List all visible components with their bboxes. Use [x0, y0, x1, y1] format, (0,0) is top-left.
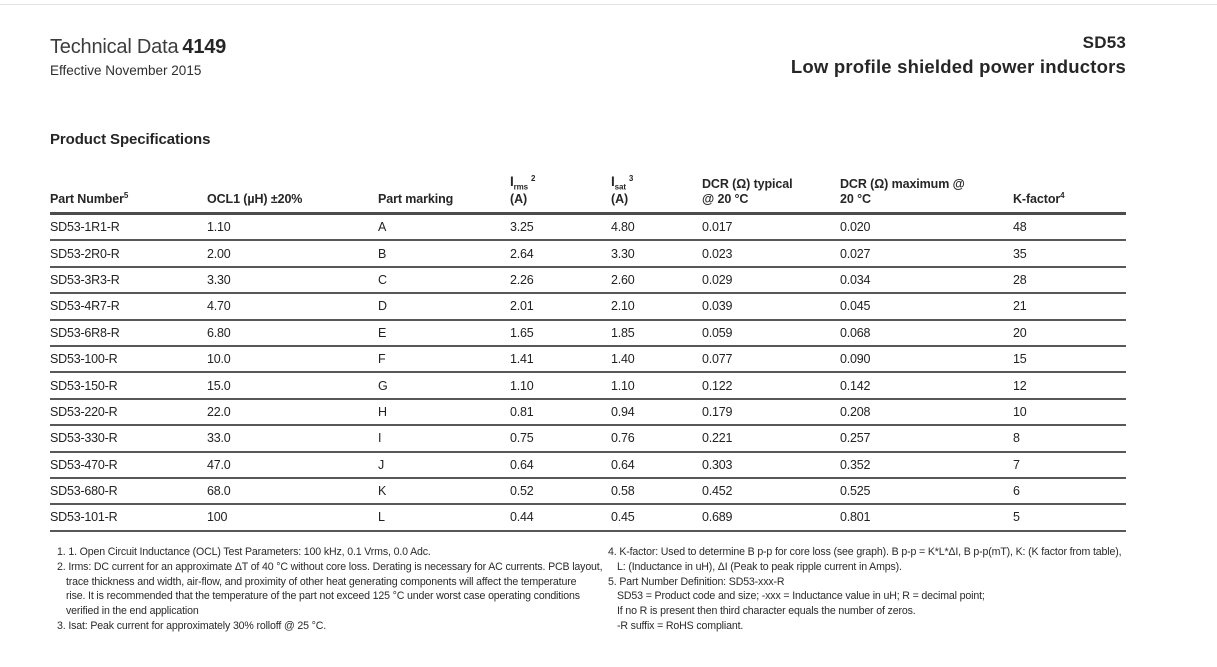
table-cell-isat: 0.76	[611, 431, 635, 446]
table-cell-k: 21	[1013, 299, 1027, 314]
table-cell-dcr_max: 0.352	[840, 457, 871, 472]
table-cell-part_number: SD53-4R7-R	[50, 299, 120, 314]
table-cell-ocl: 33.0	[207, 431, 231, 446]
isat-letter: I	[611, 173, 615, 189]
table-cell-dcr_max: 0.208	[840, 404, 871, 419]
table-cell-dcr_max: 0.027	[840, 246, 871, 261]
table-row	[50, 479, 1126, 505]
table-cell-isat: 1.40	[611, 352, 635, 367]
table-cell-k: 20	[1013, 325, 1027, 340]
column-header-k-factor	[1013, 191, 1126, 207]
table-cell-isat: 1.85	[611, 325, 635, 340]
table-cell-marking: C	[378, 272, 387, 287]
table-cell-dcr_max: 0.068	[840, 325, 871, 340]
column-header-irms	[510, 174, 611, 207]
column-header-dcr-maximum	[840, 177, 1013, 207]
table-row	[50, 347, 1126, 373]
table-cell-irms: 0.44	[510, 510, 534, 525]
table-cell-dcr_typical: 0.059	[702, 325, 733, 340]
document-header-left	[50, 36, 226, 78]
spec-table	[50, 168, 1126, 532]
footnote-line: 2. Irms: DC current for an approximate ΔT of 40 °C without core loss. Derating is necessary for AC currents. PCB layout,	[57, 560, 603, 573]
table-cell-irms: 0.64	[510, 457, 534, 472]
table-row	[50, 294, 1126, 320]
footnote-line: 4. K-factor: Used to determine B p-p for core loss (see graph). B p-p = K*L*ΔI, B p-p(mT), K: (K factor from table),	[608, 546, 1122, 558]
table-row	[50, 215, 1126, 241]
footnote-line: If no R is present then third character equals the number of zeros.	[617, 605, 916, 618]
column-header-isat	[611, 174, 702, 207]
table-cell-part_number: SD53-330-R	[50, 431, 118, 446]
table-cell-ocl: 6.80	[207, 325, 231, 340]
column-header-part-number	[50, 191, 207, 207]
table-cell-marking: B	[378, 246, 387, 261]
table-cell-irms: 1.41	[510, 352, 534, 367]
table-cell-dcr_max: 0.257	[840, 431, 871, 446]
table-cell-marking: E	[378, 325, 387, 340]
table-cell-dcr_max: 0.525	[840, 484, 871, 499]
table-cell-isat: 1.10	[611, 378, 635, 393]
table-cell-part_number: SD53-1R1-R	[50, 220, 120, 235]
footnote-line: SD53 = Product code and size; -xxx = Inductance value in uH; R = decimal point;	[617, 590, 985, 603]
column-header-label: Part marking	[378, 192, 454, 206]
table-cell-part_number: SD53-2R0-R	[50, 246, 120, 261]
table-row	[50, 400, 1126, 426]
table-cell-dcr_typical: 0.303	[702, 457, 733, 472]
footnote-line: verified in the end application	[66, 605, 199, 618]
table-cell-dcr_max: 0.034	[840, 272, 871, 287]
table-cell-irms: 2.64	[510, 246, 534, 261]
effective-date: Effective November 2015	[50, 63, 202, 78]
table-cell-dcr_typical: 0.452	[702, 484, 733, 499]
table-cell-dcr_max: 0.020	[840, 220, 871, 235]
table-cell-part_number: SD53-220-R	[50, 404, 118, 419]
table-cell-marking: K	[378, 484, 387, 499]
irms-footnote-ref: 2	[531, 173, 536, 183]
footnote-line: 3. Isat: Peak current for approximately 30% rolloff @ 25 °C.	[57, 620, 326, 633]
table-cell-irms: 3.25	[510, 220, 534, 235]
table-cell-part_number: SD53-150-R	[50, 378, 118, 393]
table-cell-dcr_typical: 0.179	[702, 404, 733, 419]
section-title: Product Specifications	[50, 131, 211, 148]
table-cell-isat: 0.45	[611, 510, 635, 525]
product-code: SD53	[1082, 33, 1126, 52]
table-cell-dcr_max: 0.045	[840, 299, 871, 314]
table-cell-isat: 0.64	[611, 457, 635, 472]
table-cell-part_number: SD53-101-R	[50, 510, 118, 525]
table-cell-part_number: SD53-100-R	[50, 352, 118, 367]
table-cell-ocl: 10.0	[207, 352, 231, 367]
table-row	[50, 453, 1126, 479]
table-cell-ocl: 1.10	[207, 220, 231, 235]
column-header-dcr-typical	[702, 177, 840, 207]
footnote-line: trace thickness and width, air-flow, and proximity of other heat generating components will affect the temperature	[66, 575, 577, 588]
footnote-line: 1. 1. Open Circuit Inductance (OCL) Test Parameters: 100 kHz, 0.1 Vrms, 0.0 Adc.	[57, 546, 431, 558]
footnotes-left	[57, 545, 609, 634]
footnote-line: 5. Part Number Definition: SD53-xxx-R	[608, 575, 785, 588]
table-cell-isat: 3.30	[611, 246, 635, 261]
table-cell-part_number: SD53-6R8-R	[50, 325, 120, 340]
column-header-label: Part Number	[50, 192, 124, 206]
table-row	[50, 373, 1126, 399]
table-cell-marking: I	[378, 431, 382, 446]
table-cell-k: 15	[1013, 352, 1027, 367]
table-cell-irms: 1.65	[510, 325, 534, 340]
table-cell-marking: D	[378, 299, 387, 314]
column-header-part-marking	[378, 192, 510, 207]
document-title	[50, 36, 226, 59]
table-cell-dcr_typical: 0.023	[702, 246, 733, 261]
table-cell-ocl: 22.0	[207, 404, 231, 419]
table-cell-ocl: 15.0	[207, 378, 231, 393]
table-cell-ocl: 2.00	[207, 246, 231, 261]
table-row	[50, 505, 1126, 531]
isat-footnote-ref: 3	[628, 173, 634, 183]
table-cell-marking: H	[378, 404, 387, 419]
table-cell-dcr_max: 0.090	[840, 352, 871, 367]
table-cell-dcr_typical: 0.017	[702, 220, 733, 235]
table-cell-k: 6	[1013, 484, 1020, 499]
table-cell-marking: F	[378, 352, 386, 367]
column-header-footnote-ref: 4	[1060, 190, 1065, 200]
table-cell-ocl: 3.30	[207, 272, 231, 287]
dcr-typical-line2: @ 20 °C	[702, 192, 749, 206]
table-cell-dcr_typical: 0.689	[702, 510, 733, 525]
irms-subscript: rms	[513, 182, 529, 192]
column-header-footnote-ref: 5	[123, 190, 129, 200]
table-row	[50, 321, 1126, 347]
table-cell-ocl: 47.0	[207, 457, 231, 472]
table-cell-irms: 0.81	[510, 404, 534, 419]
isat-unit: (A)	[611, 192, 629, 206]
top-divider	[0, 4, 1217, 5]
table-cell-k: 8	[1013, 431, 1020, 446]
table-cell-k: 10	[1013, 404, 1027, 419]
table-cell-ocl: 4.70	[207, 299, 231, 314]
table-cell-part_number: SD53-3R3-R	[50, 272, 120, 287]
table-cell-dcr_typical: 0.221	[702, 431, 733, 446]
table-cell-isat: 2.60	[611, 272, 635, 287]
table-cell-isat: 2.10	[611, 299, 635, 314]
irms-letter: I	[510, 173, 514, 189]
dcr-maximum-line2: 20 °C	[840, 192, 871, 206]
footnotes-right	[608, 545, 1168, 634]
table-cell-part_number: SD53-470-R	[50, 457, 118, 472]
table-cell-dcr_max: 0.801	[840, 510, 871, 525]
table-cell-marking: A	[378, 220, 387, 235]
column-header-ocl	[207, 192, 378, 207]
document-number: 4149	[182, 36, 227, 58]
table-cell-irms: 1.10	[510, 378, 534, 393]
table-header-row	[50, 168, 1126, 215]
table-cell-k: 35	[1013, 246, 1027, 261]
table-cell-part_number: SD53-680-R	[50, 484, 118, 499]
table-row	[50, 426, 1126, 452]
table-cell-k: 12	[1013, 378, 1027, 393]
isat-subscript: sat	[614, 182, 626, 192]
footnote-line: rise. It is recommended that the temperature of the part not exceed 125 °C under worst case operating conditions	[66, 590, 580, 603]
table-cell-k: 7	[1013, 457, 1020, 472]
dcr-typical-line1: DCR (Ω) typical	[702, 177, 793, 191]
table-cell-isat: 0.58	[611, 484, 635, 499]
table-cell-ocl: 68.0	[207, 484, 231, 499]
table-cell-k: 28	[1013, 272, 1027, 287]
table-body	[50, 215, 1126, 532]
table-cell-isat: 0.94	[611, 404, 635, 419]
irms-unit: (A)	[510, 192, 528, 206]
table-cell-dcr_typical: 0.039	[702, 299, 733, 314]
document-header-right	[791, 33, 1126, 78]
dcr-maximum-line1: DCR (Ω) maximum @	[840, 177, 965, 191]
table-row	[50, 241, 1126, 267]
table-cell-dcr_typical: 0.077	[702, 352, 733, 367]
column-header-label: K-factor	[1013, 192, 1061, 206]
table-row	[50, 268, 1126, 294]
table-cell-irms: 2.01	[510, 299, 534, 314]
table-cell-marking: J	[378, 457, 385, 472]
table-cell-irms: 0.52	[510, 484, 534, 499]
table-cell-irms: 2.26	[510, 272, 534, 287]
footnote-line: L: (Inductance in uH), ΔI (Peak to peak ripple current in Amps).	[617, 560, 902, 573]
table-cell-marking: G	[378, 378, 388, 393]
table-cell-k: 48	[1013, 220, 1027, 235]
table-cell-ocl: 100	[207, 510, 228, 525]
table-cell-dcr_max: 0.142	[840, 378, 871, 393]
product-title: Low profile shielded power inductors	[790, 56, 1126, 77]
column-header-label: OCL1 (µH) ±20%	[207, 192, 303, 206]
table-cell-marking: L	[378, 510, 385, 525]
isat-symbol	[611, 174, 696, 192]
footnote-line: -R suffix = RoHS compliant.	[617, 620, 744, 633]
table-cell-dcr_typical: 0.029	[702, 272, 733, 287]
table-cell-dcr_typical: 0.122	[702, 378, 733, 393]
table-cell-isat: 4.80	[611, 220, 635, 235]
document-type: Technical Data	[50, 36, 179, 58]
table-cell-irms: 0.75	[510, 431, 534, 446]
table-cell-k: 5	[1013, 510, 1020, 525]
irms-symbol	[510, 174, 605, 192]
